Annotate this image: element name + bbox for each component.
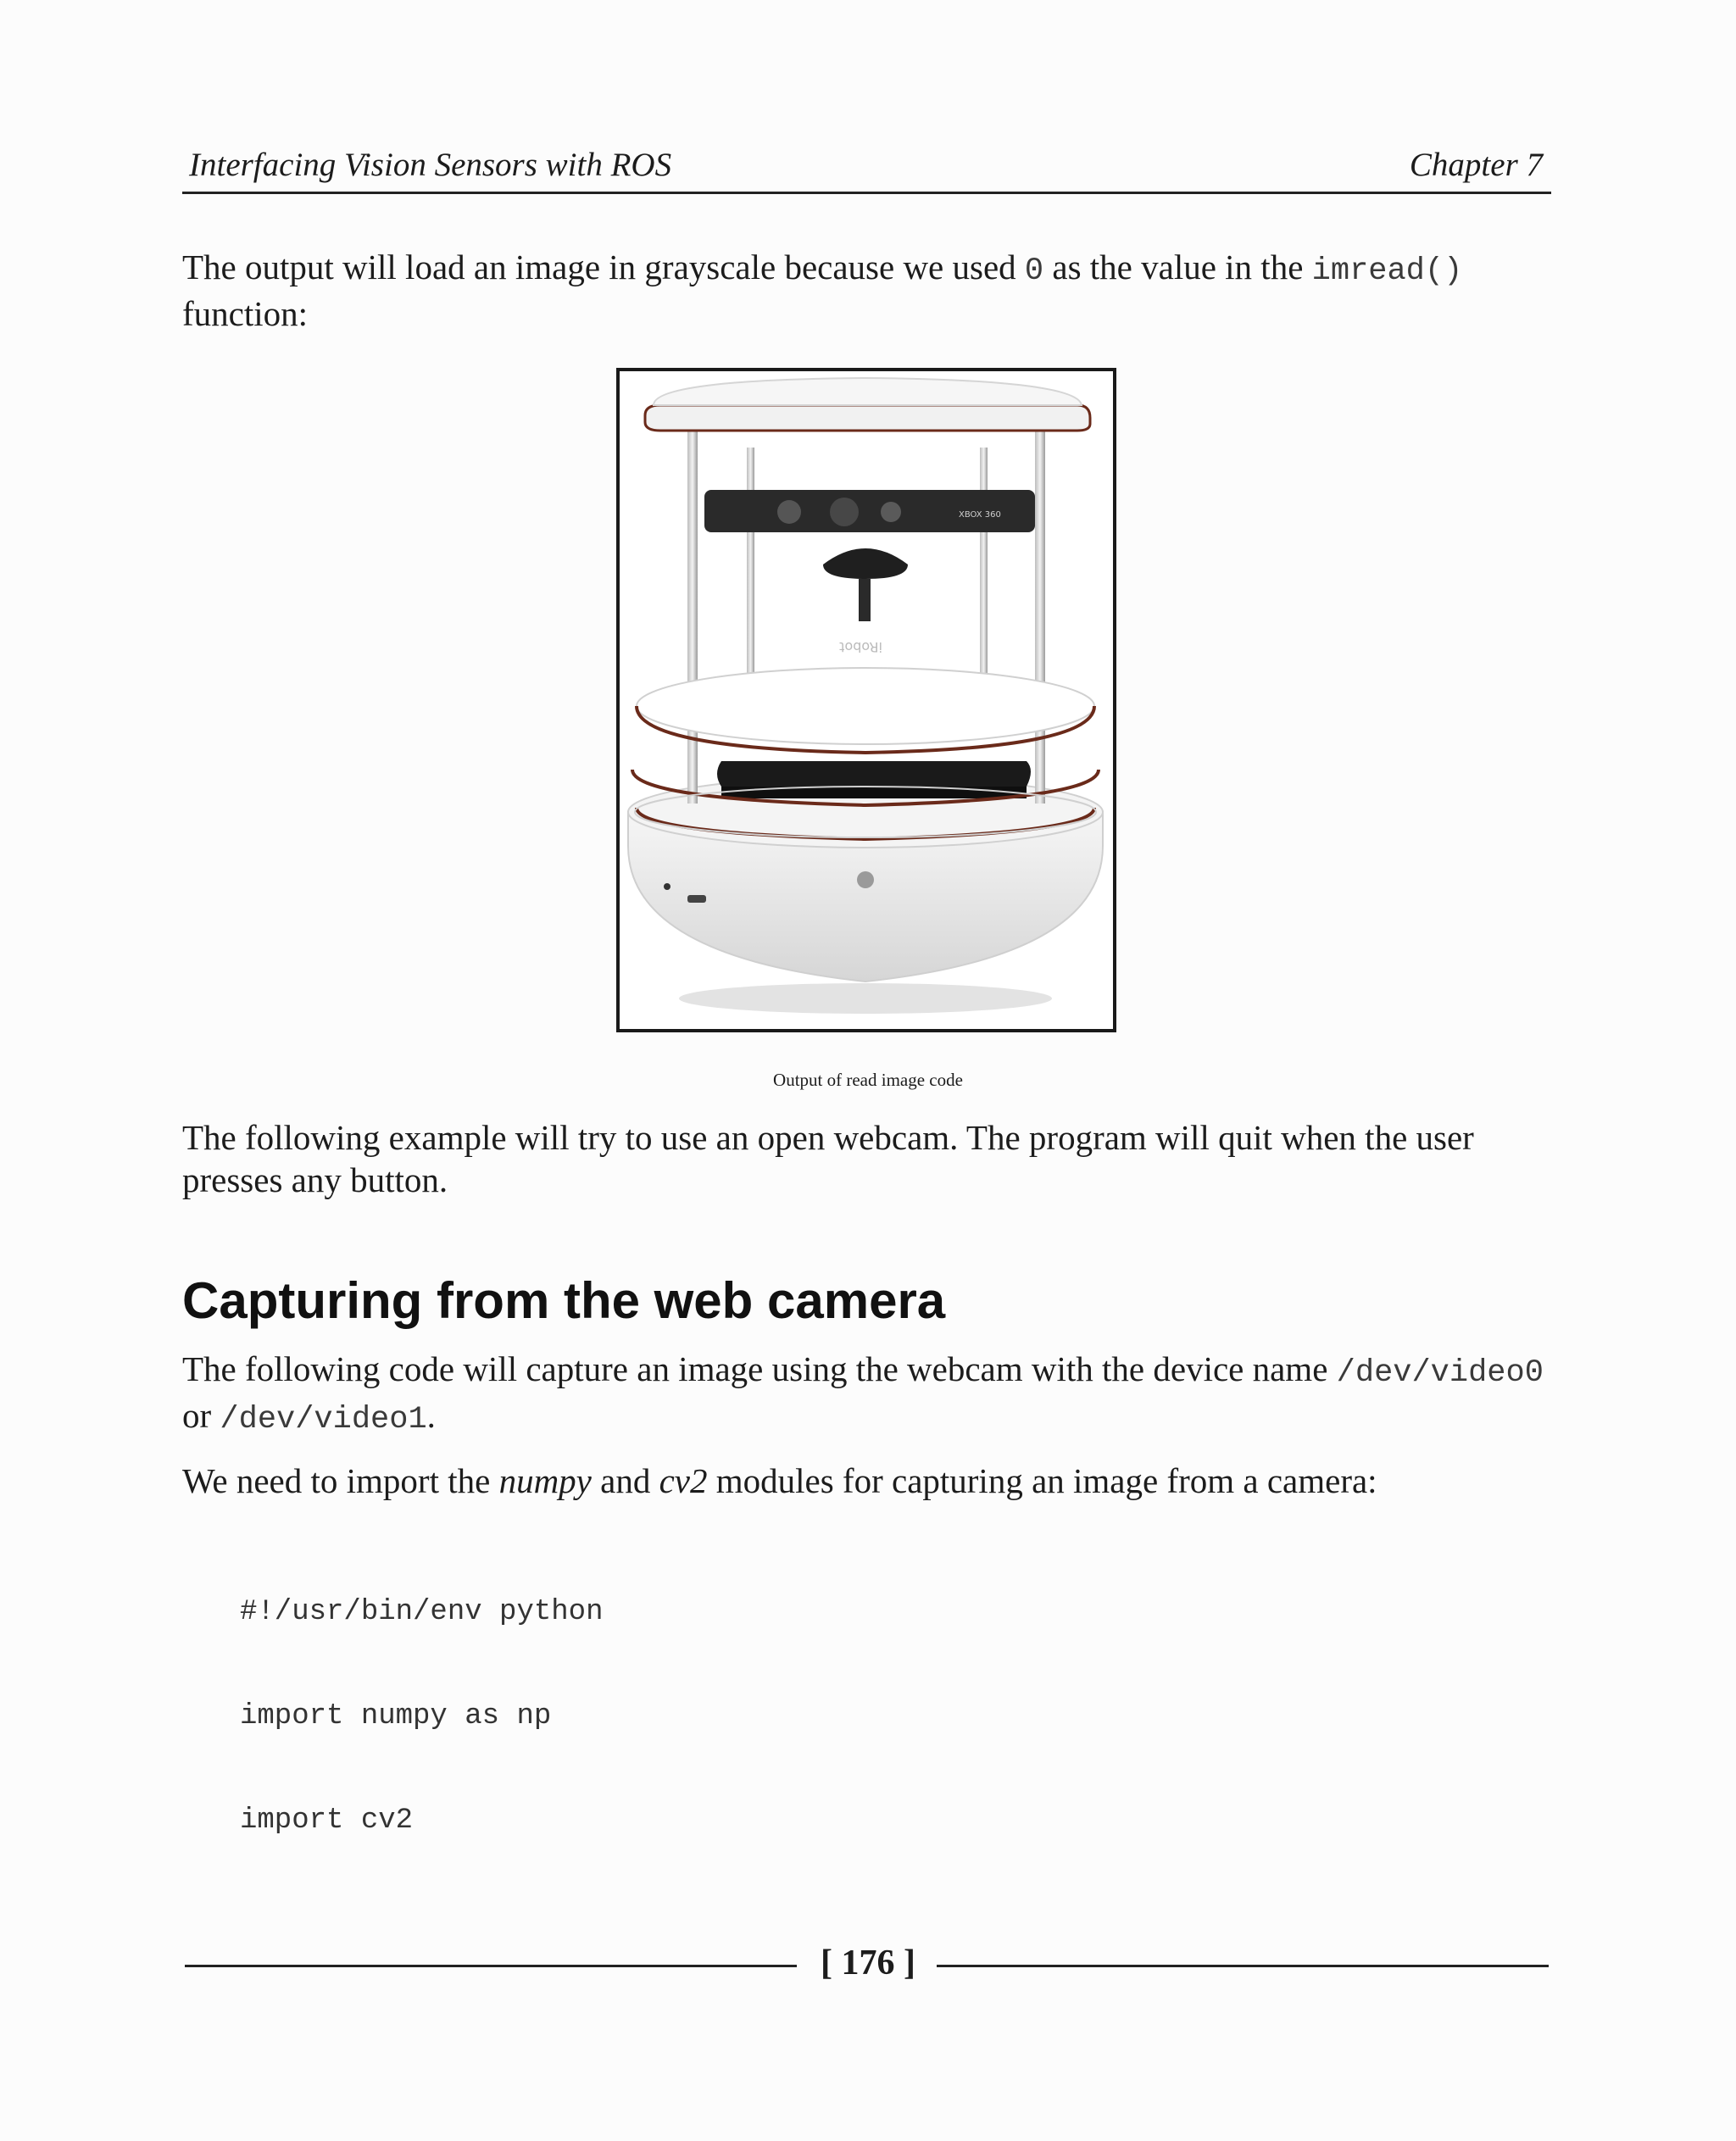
text-run: The output will load an image in grayscale because we used bbox=[182, 247, 1025, 286]
webcam-intro-paragraph: The following example will try to use an open webcam. The program will quit when the user presses any button. bbox=[182, 1118, 1474, 1199]
section-paragraph-1 bbox=[182, 1348, 1555, 1441]
code-line: import cv2 bbox=[240, 1805, 414, 1837]
section-heading: Capturing from the web camera bbox=[182, 1272, 946, 1329]
text-run: as the value in the bbox=[1043, 247, 1312, 286]
figure-image bbox=[616, 368, 1116, 1032]
text-run: function: bbox=[182, 294, 309, 333]
figure-caption: Output of read image code bbox=[773, 1070, 963, 1090]
inline-code: imread() bbox=[1311, 253, 1463, 289]
inline-code: 0 bbox=[1024, 253, 1044, 289]
code-line: import numpy as np bbox=[240, 1700, 552, 1732]
header-chapter: Chapter 7 bbox=[1409, 147, 1543, 183]
header-title: Interfacing Vision Sensors with ROS bbox=[189, 147, 672, 183]
module-name: cv2 bbox=[659, 1461, 708, 1500]
brand-label: iRobot bbox=[839, 639, 882, 655]
intro-paragraph bbox=[182, 246, 1555, 335]
page-number bbox=[0, 1943, 1736, 1983]
inline-code: /dev/video0 bbox=[1336, 1355, 1544, 1391]
text-run: . bbox=[426, 1396, 436, 1435]
inline-code: /dev/video1 bbox=[220, 1402, 427, 1438]
section-paragraph-2 bbox=[182, 1460, 1555, 1502]
device-label: XBOX 360 bbox=[959, 510, 1001, 520]
text-run: The following code will capture an image using the webcam with the device name bbox=[182, 1349, 1337, 1388]
robot-illustration bbox=[620, 371, 1113, 1029]
text-run: and bbox=[591, 1461, 659, 1500]
text-run: or bbox=[182, 1396, 220, 1435]
running-header bbox=[182, 142, 1551, 194]
text-run: We need to import the bbox=[182, 1461, 499, 1500]
module-name: numpy bbox=[498, 1461, 592, 1500]
code-line: #!/usr/bin/env python bbox=[240, 1596, 604, 1628]
text-run: modules for capturing an image from a camera: bbox=[707, 1461, 1377, 1500]
page-number-text: [ 176 ] bbox=[809, 1944, 927, 1983]
code-block bbox=[240, 1526, 603, 1873]
